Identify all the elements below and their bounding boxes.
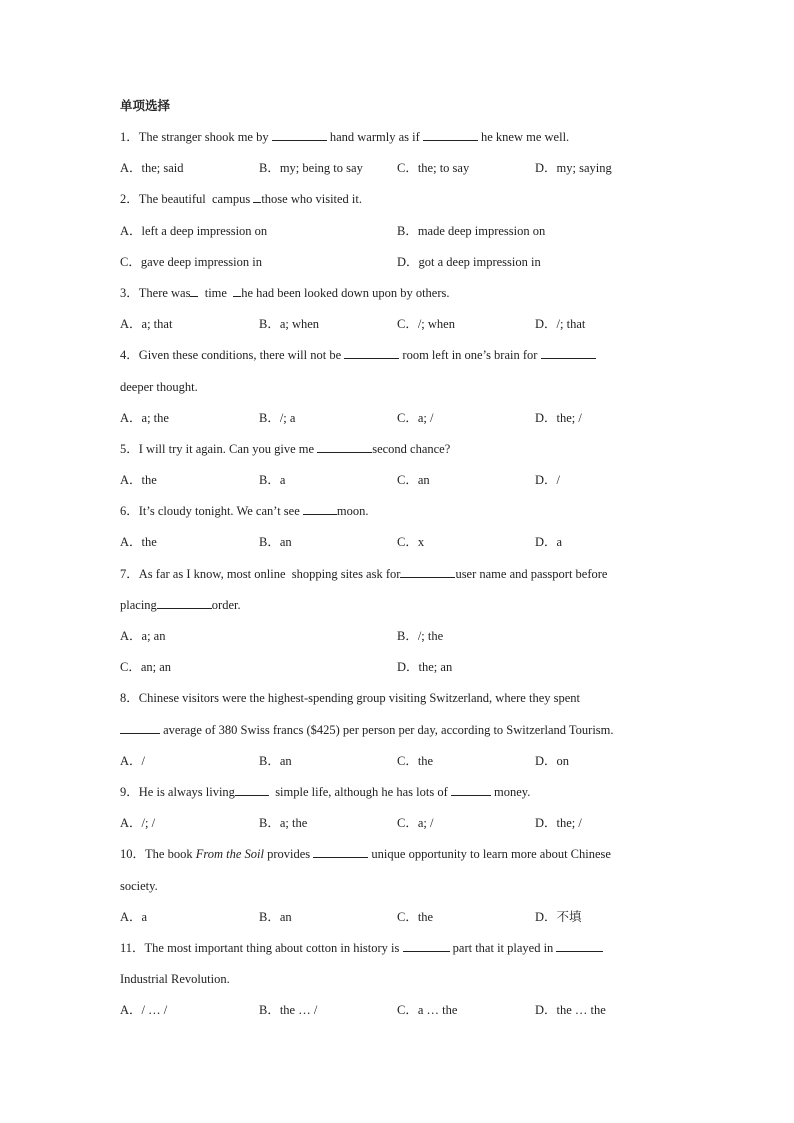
question-number: 7． bbox=[120, 566, 139, 581]
question-text: There was bbox=[138, 285, 191, 300]
question-text: room left in one’s brain for bbox=[399, 348, 541, 363]
answer-blank bbox=[344, 345, 399, 359]
answer-blank bbox=[313, 844, 368, 858]
option-b[interactable]: B．/; the bbox=[397, 629, 444, 643]
option-d[interactable]: D．got a deep impression in bbox=[397, 254, 541, 269]
option-b[interactable]: B．an bbox=[259, 909, 292, 924]
option-b[interactable]: B．an bbox=[259, 753, 292, 768]
option-a[interactable]: A．the; said bbox=[120, 161, 184, 176]
answer-blank bbox=[272, 127, 327, 141]
question-text: placing bbox=[120, 597, 157, 612]
question-number: 9． bbox=[120, 784, 139, 799]
question-text: Given these conditions, there will not be bbox=[138, 348, 345, 363]
answer-blank bbox=[400, 564, 455, 578]
question-text: moon. bbox=[336, 504, 369, 519]
option-c[interactable]: C．the bbox=[397, 753, 434, 768]
question-number: 5． bbox=[120, 441, 139, 456]
options-9 bbox=[120, 813, 690, 844]
question-text: hand warmly as if bbox=[326, 130, 423, 144]
option-d[interactable]: D．/ bbox=[535, 473, 561, 488]
question-text: simple life, although he has lots of bbox=[268, 784, 451, 799]
question-text: unique opportunity to learn more about Chinese bbox=[368, 847, 611, 862]
option-d[interactable]: D．the; / bbox=[535, 410, 582, 425]
options-4 bbox=[120, 408, 690, 439]
answer-blank bbox=[317, 439, 372, 453]
options-7a bbox=[120, 626, 690, 657]
option-c[interactable]: C．the bbox=[397, 909, 434, 924]
option-a[interactable]: A．a bbox=[120, 909, 148, 924]
option-b[interactable]: B．a; when bbox=[259, 317, 320, 332]
options-5 bbox=[120, 470, 690, 501]
option-a[interactable]: A．the bbox=[120, 535, 157, 550]
question-text: second chance? bbox=[372, 441, 451, 456]
option-a[interactable]: A．/ bbox=[120, 753, 146, 768]
question-3 bbox=[120, 283, 690, 314]
question-text: he had been looked down upon by others. bbox=[241, 285, 450, 300]
question-8-cont bbox=[120, 720, 690, 751]
option-d[interactable]: D．the; an bbox=[397, 660, 453, 675]
question-1 bbox=[120, 127, 690, 158]
question-text: Chinese visitors were the highest-spending group visiting Switzerland, where they spent bbox=[138, 691, 581, 706]
question-text: average of 380 Swiss francs ($425) per person per day, according to Switzerland Tourism. bbox=[160, 722, 614, 737]
option-c[interactable]: C．a; / bbox=[397, 816, 434, 831]
question-text: part that it played in bbox=[449, 940, 557, 955]
option-c[interactable]: C．an bbox=[397, 473, 430, 488]
question-text: The book bbox=[145, 847, 196, 862]
question-number: 4． bbox=[120, 348, 139, 363]
question-text: money. bbox=[490, 784, 531, 799]
option-b[interactable]: B．an bbox=[259, 535, 292, 550]
question-6 bbox=[120, 501, 690, 532]
answer-blank bbox=[423, 127, 478, 141]
answer-blank bbox=[556, 938, 603, 952]
question-8 bbox=[120, 688, 690, 719]
option-a[interactable]: A．left a deep impression on bbox=[120, 223, 268, 238]
question-7-cont bbox=[120, 595, 690, 626]
worksheet bbox=[120, 96, 690, 1031]
option-c[interactable]: C．a; / bbox=[397, 410, 434, 425]
options-3 bbox=[120, 314, 690, 345]
question-text: he knew me well. bbox=[477, 130, 570, 144]
options-8 bbox=[120, 751, 690, 782]
options-2b bbox=[120, 252, 690, 283]
option-c[interactable]: C．the; to say bbox=[397, 161, 470, 176]
option-a[interactable]: A．the bbox=[120, 473, 157, 488]
option-d[interactable]: D．on bbox=[535, 753, 570, 768]
answer-blank bbox=[120, 720, 160, 734]
question-2 bbox=[120, 189, 690, 220]
question-number: 2． bbox=[120, 192, 139, 207]
options-11 bbox=[120, 1000, 690, 1031]
question-text: those who visited it. bbox=[261, 192, 363, 207]
question-text: The stranger shook me by bbox=[138, 130, 272, 144]
question-text: order. bbox=[211, 597, 241, 612]
question-number: 8． bbox=[120, 691, 139, 706]
option-d[interactable]: D．my; saying bbox=[535, 161, 612, 176]
question-11 bbox=[120, 938, 690, 969]
option-b[interactable]: B．a bbox=[259, 473, 286, 488]
option-c[interactable]: C．gave deep impression in bbox=[120, 254, 262, 269]
question-number: 3． bbox=[120, 285, 139, 300]
book-title: From the Soil bbox=[195, 847, 264, 862]
option-b[interactable]: B．/; a bbox=[259, 410, 296, 425]
option-c[interactable]: C．x bbox=[397, 535, 425, 550]
option-b[interactable]: B．my; being to say bbox=[259, 161, 363, 176]
options-2a bbox=[120, 221, 690, 252]
question-number: 6． bbox=[120, 504, 139, 519]
option-a[interactable]: A．a; an bbox=[120, 629, 166, 643]
options-6 bbox=[120, 532, 690, 563]
option-a[interactable]: A．/ … / bbox=[120, 1003, 168, 1018]
question-10-cont: society. bbox=[120, 878, 158, 893]
option-b[interactable]: B．made deep impression on bbox=[397, 223, 546, 238]
option-b[interactable]: B．the … / bbox=[259, 1003, 318, 1018]
question-text: The beautiful campus bbox=[138, 192, 254, 207]
answer-blank bbox=[303, 501, 337, 515]
question-text: I will try it again. Can you give me bbox=[138, 441, 318, 456]
options-1 bbox=[120, 158, 690, 189]
question-number: 10． bbox=[120, 847, 146, 862]
question-7 bbox=[120, 564, 690, 595]
option-c[interactable]: C．an; an bbox=[120, 660, 172, 675]
question-text: The most important thing about cotton in history is bbox=[144, 940, 403, 955]
question-text: It’s cloudy tonight. We can’t see bbox=[138, 504, 303, 519]
question-5 bbox=[120, 439, 690, 470]
question-number: 1． bbox=[120, 130, 139, 144]
question-text: time bbox=[198, 285, 234, 300]
question-number: 11． bbox=[120, 940, 145, 955]
answer-blank bbox=[541, 345, 596, 359]
option-d[interactable]: D．不填 bbox=[535, 909, 582, 924]
option-d[interactable]: D．the; / bbox=[535, 816, 582, 831]
section-title: 单项选择 bbox=[120, 98, 171, 113]
option-d[interactable]: D．the … the bbox=[535, 1003, 606, 1018]
option-b[interactable]: B．a; the bbox=[259, 816, 308, 831]
answer-blank bbox=[233, 283, 241, 297]
options-7b bbox=[120, 657, 690, 688]
option-a[interactable]: A．a; that bbox=[120, 317, 173, 332]
question-text: user name and passport before bbox=[455, 566, 608, 581]
question-text: As far as I know, most online shopping sites ask for bbox=[138, 566, 401, 581]
answer-blank bbox=[235, 782, 269, 796]
question-10 bbox=[120, 844, 690, 875]
answer-blank bbox=[451, 782, 491, 796]
option-d[interactable]: D．/; that bbox=[535, 317, 586, 332]
question-4-cont: deeper thought. bbox=[120, 379, 198, 394]
option-a[interactable]: A．/; / bbox=[120, 816, 156, 831]
question-9 bbox=[120, 782, 690, 813]
option-a[interactable]: A．a; the bbox=[120, 410, 169, 425]
question-text: provides bbox=[263, 847, 314, 862]
answer-blank bbox=[403, 938, 450, 952]
question-text: He is always living bbox=[138, 784, 235, 799]
question-11-cont: Industrial Revolution. bbox=[120, 972, 230, 987]
option-d[interactable]: D．a bbox=[535, 535, 563, 550]
option-c[interactable]: C．a … the bbox=[397, 1003, 458, 1018]
question-4 bbox=[120, 345, 690, 376]
options-10 bbox=[120, 907, 690, 938]
option-c[interactable]: C．/; when bbox=[397, 317, 455, 332]
answer-blank bbox=[157, 595, 212, 609]
